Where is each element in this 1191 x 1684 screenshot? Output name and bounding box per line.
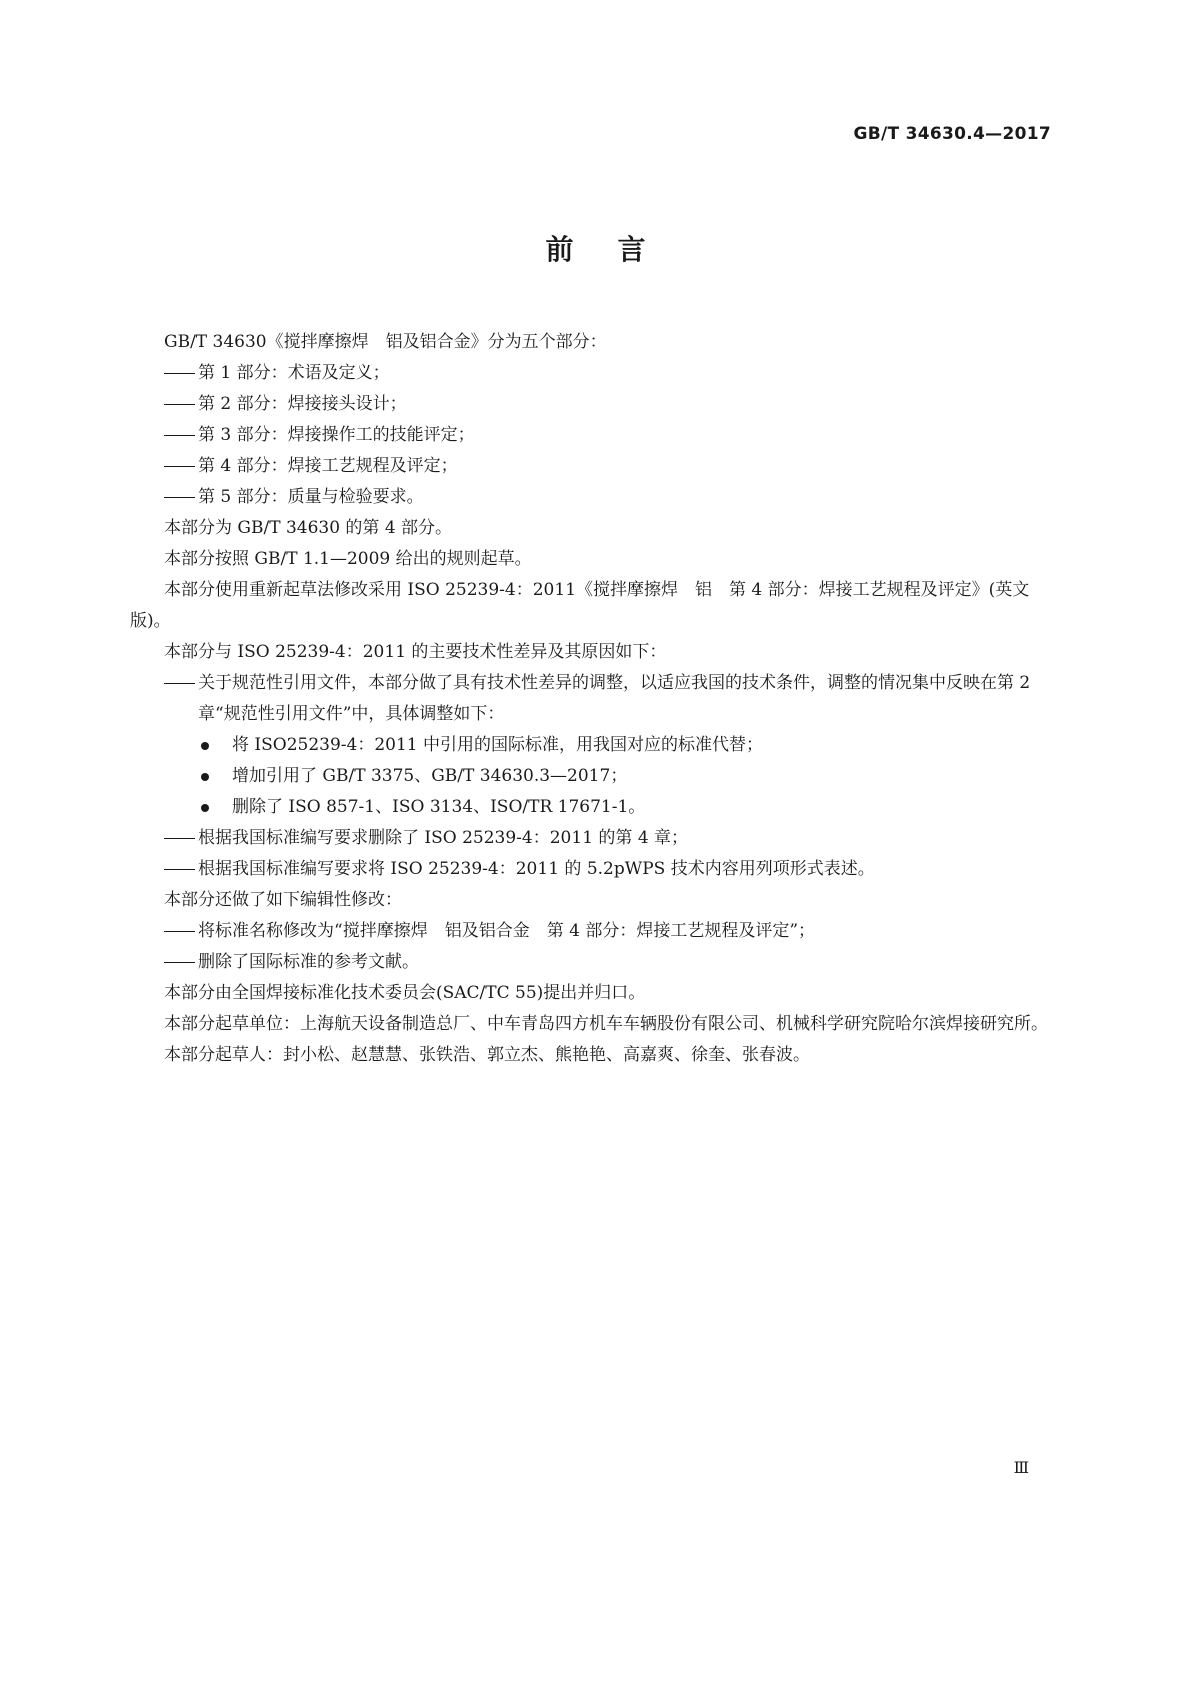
- difference-item-text: 根据我国标准编写要求删除了 ISO 25239-4：2011 的第 4 章；: [198, 828, 689, 848]
- bullet-icon: [201, 773, 209, 781]
- body-paragraph: 本部分按照 GB/T 1.1—2009 给出的规则起草。: [164, 549, 532, 569]
- page-title: 前言: [545, 233, 690, 266]
- body-paragraph: 本部分起草人：封小松、赵慧慧、张铁浩、郭立杰、熊艳艳、高嘉爽、徐奎、张春波。: [164, 1045, 810, 1065]
- dash-mark: [164, 823, 198, 854]
- dash-mark: [164, 482, 198, 513]
- intro-paragraph: GB/T 34630《搅拌摩擦焊 铝及铝合金》分为五个部分：: [164, 332, 607, 352]
- part-item-text: 第 3 部分：焊接操作工的技能评定；: [198, 425, 475, 445]
- part-item-text: 第 4 部分：焊接工艺规程及评定；: [198, 456, 458, 476]
- bullet-icon: [201, 804, 209, 812]
- dash-mark: [164, 916, 198, 947]
- part-item-text: 第 5 部分：质量与检验要求。: [198, 487, 424, 507]
- dash-mark: [164, 420, 198, 451]
- bullet-item: [198, 730, 1065, 761]
- body-paragraph: 本部分由全国焊接标准化技术委员会(SAC/TC 55)提出并归口。: [164, 983, 646, 1003]
- difference-item: [164, 668, 1065, 730]
- edit-item: [164, 947, 1065, 978]
- part-item: [164, 451, 1065, 482]
- part-item: [164, 482, 1065, 513]
- edit-item-text: 将标准名称修改为“搅拌摩擦焊 铝及铝合金 第 4 部分：焊接工艺规程及评定”；: [198, 921, 816, 941]
- bullet-item: [198, 792, 1065, 823]
- foreword-body: [130, 327, 1065, 1071]
- bullet-icon: [201, 742, 209, 750]
- dash-mark: [164, 947, 198, 978]
- body-paragraph: 本部分为 GB/T 34630 的第 4 部分。: [164, 518, 453, 538]
- part-item: [164, 420, 1065, 451]
- body-paragraph: 本部分还做了如下编辑性修改：: [164, 890, 402, 910]
- bullet-item-text: 删除了 ISO 857-1、ISO 3134、ISO/TR 17671-1。: [232, 797, 646, 817]
- standard-code: GB/T 34630.4—2017: [853, 124, 1051, 144]
- bullet-item-text: 将 ISO25239-4：2011 中引用的国际标准，用我国对应的标准代替；: [232, 735, 764, 755]
- dash-mark: [164, 668, 198, 699]
- difference-item-text: 关于规范性引用文件，本部分做了具有技术性差异的调整，以适应我国的技术条件，调整的情况集中反映在第 2 章“规范性引用文件”中，具体调整如下：: [198, 673, 1031, 724]
- edit-item: [164, 916, 1065, 947]
- part-item: [164, 358, 1065, 389]
- part-item-text: 第 1 部分：术语及定义；: [198, 363, 390, 383]
- edit-item-text: 删除了国际标准的参考文献。: [198, 952, 419, 972]
- bullet-item-text: 增加引用了 GB/T 3375、GB/T 34630.3—2017；: [232, 766, 628, 786]
- page-number: Ⅲ: [1013, 1458, 1029, 1477]
- dash-mark: [164, 854, 198, 885]
- dash-mark: [164, 451, 198, 482]
- part-item: [164, 389, 1065, 420]
- difference-item: [164, 854, 1065, 885]
- part-item-text: 第 2 部分：焊接接头设计；: [198, 394, 407, 414]
- dash-mark: [164, 389, 198, 420]
- dash-mark: [164, 358, 198, 389]
- difference-item: [164, 823, 1065, 854]
- body-paragraph: 本部分起草单位：上海航天设备制造总厂、中车青岛四方机车车辆股份有限公司、机械科学研究院哈尔滨焊接研究所。: [164, 1014, 1048, 1034]
- difference-item-text: 根据我国标准编写要求将 ISO 25239-4：2011 的 5.2pWPS 技术内容用列项形式表述。: [198, 859, 875, 879]
- body-paragraph: 本部分使用重新起草法修改采用 ISO 25239-4：2011《搅拌摩擦焊 铝 第 4 部分：焊接工艺规程及评定》(英文版)。: [130, 580, 1030, 631]
- body-paragraph: 本部分与 ISO 25239-4：2011 的主要技术性差异及其原因如下：: [164, 642, 667, 662]
- bullet-item: [198, 761, 1065, 792]
